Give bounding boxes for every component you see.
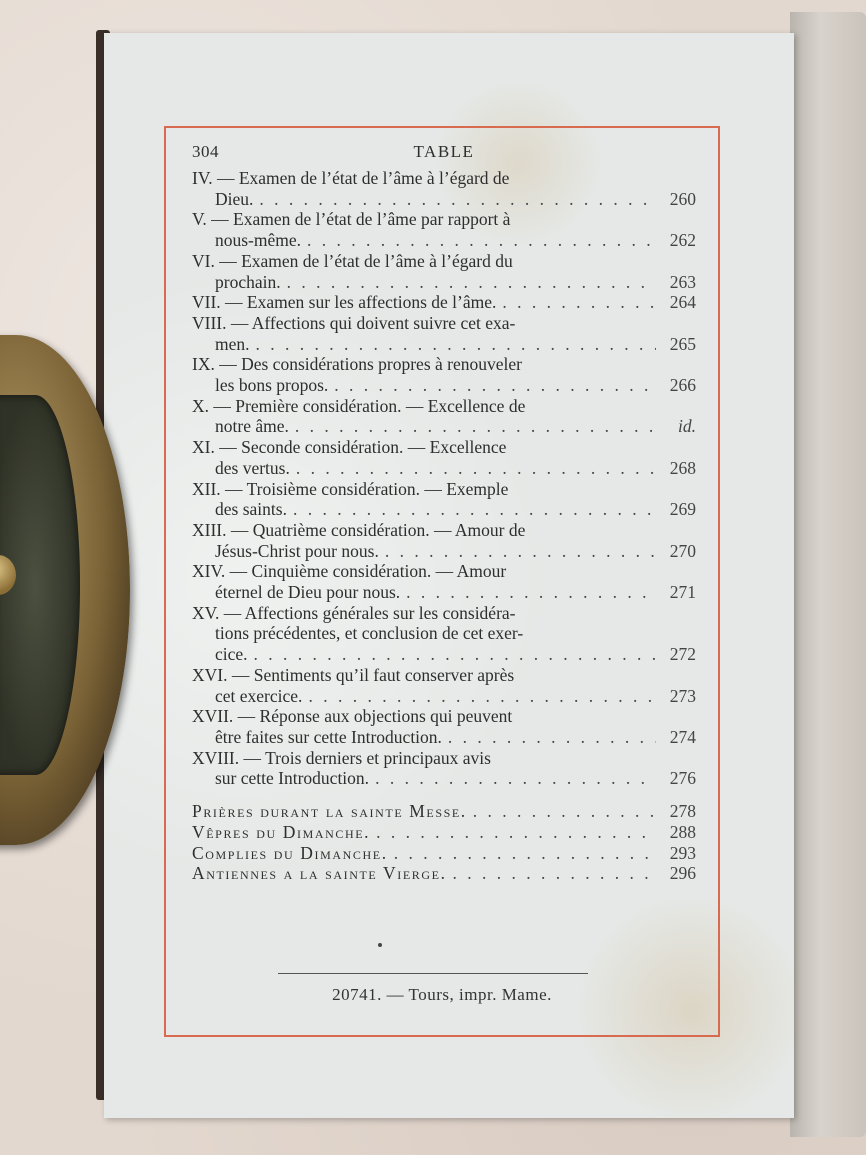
toc-entry [192, 520, 696, 561]
toc-entry-line [192, 541, 696, 562]
leader-dots [259, 189, 656, 210]
ornament-dot [378, 943, 382, 947]
entry-text: IV. — Examen de l’état de l’âme à l’égard de [192, 168, 510, 188]
toc-entry [192, 168, 696, 209]
entry-text: prochain. [215, 271, 281, 292]
toc-entry [192, 251, 696, 292]
entry-page-number: 263 [669, 271, 696, 292]
toc-entry [192, 665, 696, 706]
toc-entry [192, 437, 696, 478]
toc-entry [192, 354, 696, 395]
toc-entry [192, 209, 696, 250]
leader-dots [254, 644, 656, 665]
entry-text: XIV. — Cinquième considération. — Amour [192, 561, 507, 582]
toc-entry-line [192, 499, 696, 520]
appendix-page-number: 293 [669, 842, 696, 863]
book-page [104, 33, 794, 1118]
entry-page-number: 272 [669, 644, 696, 665]
leader-dots [376, 822, 656, 843]
toc-entry-line [192, 603, 696, 624]
entry-page-number: id. [678, 416, 696, 437]
toc-entries [192, 168, 696, 789]
toc-entry-line [192, 354, 696, 375]
entry-text: Dieu. [215, 188, 254, 209]
entry-text: sur cette Introduction. [215, 768, 370, 789]
toc-entry-line [192, 582, 696, 603]
toc-entry-line [192, 686, 696, 707]
toc-entry-line [192, 706, 696, 727]
page-number: 304 [192, 142, 219, 161]
toc-entry-line [192, 272, 696, 293]
entry-text: VII. — Examen sur les affections de l’âme. [192, 292, 497, 313]
toc-entry-line [192, 189, 696, 210]
toc-entry [192, 706, 696, 747]
entry-page-number: 270 [669, 540, 696, 561]
entry-text: V. — Examen de l’état de l’âme par rapport à [192, 209, 511, 230]
entry-text: les bons propos. [215, 375, 329, 396]
appendix-page-number: 296 [669, 863, 696, 884]
toc-entry [192, 292, 696, 313]
toc-entry-line [192, 313, 696, 334]
entry-text: IX. — Des considérations propres à renouveler [192, 354, 522, 375]
red-border-frame [164, 126, 720, 1037]
entry-text: des saints. [215, 499, 287, 520]
entry-text: XIII. — Quatrième considération. — Amour de [192, 519, 526, 540]
toc-entry-line [192, 644, 696, 665]
entry-text: être faites sur cette Introduction. [215, 726, 442, 747]
toc-entry-line [192, 209, 696, 230]
entry-text: tions précédentes, et conclusion de cet exer- [215, 623, 524, 644]
page-title: TABLE [413, 142, 475, 161]
entry-page-number: 276 [669, 768, 696, 789]
toc-entry-line [192, 334, 696, 355]
toc-entry-line [192, 561, 696, 582]
divider-rule [278, 973, 588, 974]
entry-text: cet exercice. [215, 685, 303, 706]
entry-text: éternel de Dieu pour nous. [215, 582, 401, 603]
entry-text: Jésus-Christ pour nous. [215, 540, 379, 561]
leader-dots [287, 272, 656, 293]
toc-entry-line [192, 375, 696, 396]
toc-appendix [192, 801, 696, 884]
leader-dots [375, 768, 656, 789]
toc-entry [192, 479, 696, 520]
entry-text: notre âme. [215, 416, 289, 437]
entry-text: VIII. — Affections qui doivent suivre cet exa- [192, 312, 516, 333]
entry-page-number: 271 [669, 582, 696, 603]
leader-dots [453, 863, 656, 884]
entry-text: men. [215, 333, 250, 354]
appendix-page-number: 288 [669, 821, 696, 842]
toc-entry [192, 561, 696, 602]
entry-text: XII. — Troisième considération. — Exemple [192, 478, 509, 499]
toc-entry-line [192, 251, 696, 272]
leader-dots [293, 499, 656, 520]
toc-entry-line [192, 458, 696, 479]
leader-dots [256, 334, 656, 355]
leader-dots [296, 458, 656, 479]
toc-entry [192, 748, 696, 789]
toc-entry [192, 603, 696, 665]
entry-text: XVI. — Sentiments qu’il faut conserver après [192, 664, 515, 685]
appendix-page-number: 278 [669, 801, 696, 822]
toc-entry [192, 396, 696, 437]
leader-dots [385, 541, 656, 562]
toc-entry-line [192, 623, 696, 644]
toc-entry-line [192, 768, 696, 789]
entry-page-number: 264 [669, 292, 696, 313]
toc-entry-line [192, 437, 696, 458]
leader-dots [307, 230, 656, 251]
appendix-label: Antiennes a la sainte Vierge. [192, 863, 447, 884]
appendix-label: Vêpres du Dimanche. [192, 821, 371, 842]
leader-dots [473, 801, 656, 822]
toc-entry-line [192, 416, 696, 437]
entry-page-number: 268 [669, 457, 696, 478]
toc-entry-line [192, 479, 696, 500]
entry-text: cice. [215, 644, 248, 665]
toc-entry-line [192, 748, 696, 769]
leader-dots [308, 686, 656, 707]
leader-dots [502, 292, 656, 313]
toc-entry [192, 313, 696, 354]
leader-dots [334, 375, 656, 396]
appendix-entry [192, 863, 696, 884]
entry-text: XI. — Seconde considération. — Excellence [192, 437, 507, 458]
entry-page-number: 262 [669, 230, 696, 251]
entry-text: VI. — Examen de l’état de l’âme à l’égard du [192, 250, 513, 271]
entry-text: des vertus. [215, 457, 290, 478]
appendix-label: Complies du Dimanche. [192, 842, 388, 863]
toc-entry-line [192, 396, 696, 417]
entry-page-number: 266 [669, 375, 696, 396]
entry-text: XVIII. — Trois derniers et principaux avis [192, 747, 491, 768]
toc-entry-line [192, 168, 696, 189]
toc-entry-line [192, 520, 696, 541]
leader-dots [394, 843, 656, 864]
entry-text: XVII. — Réponse aux objections qui peuvent [192, 706, 513, 727]
appendix-entry [192, 843, 696, 864]
table-of-contents [192, 142, 696, 884]
toc-entry-line [192, 292, 696, 313]
entry-text: nous-même. [215, 230, 302, 251]
toc-entry-line [192, 727, 696, 748]
appendix-entry [192, 822, 696, 843]
leader-dots [448, 727, 656, 748]
leader-dots [406, 582, 656, 603]
entry-page-number: 269 [669, 499, 696, 520]
page-edges [790, 12, 866, 1137]
toc-entry-line [192, 230, 696, 251]
leader-dots [295, 416, 656, 437]
printer-imprint: 20741. — Tours, impr. Mame. [332, 985, 552, 1004]
entry-text: XV. — Affections générales sur les considéra- [192, 602, 516, 623]
entry-page-number: 274 [669, 726, 696, 747]
appendix-label: Prières durant la sainte Messe. [192, 801, 467, 822]
toc-entry-line [192, 665, 696, 686]
page-header [192, 142, 696, 168]
appendix-entry [192, 801, 696, 822]
entry-page-number: 273 [669, 685, 696, 706]
entry-page-number: 265 [669, 333, 696, 354]
entry-text: X. — Première considération. — Excellence de [192, 395, 526, 416]
entry-page-number: 260 [669, 188, 696, 209]
